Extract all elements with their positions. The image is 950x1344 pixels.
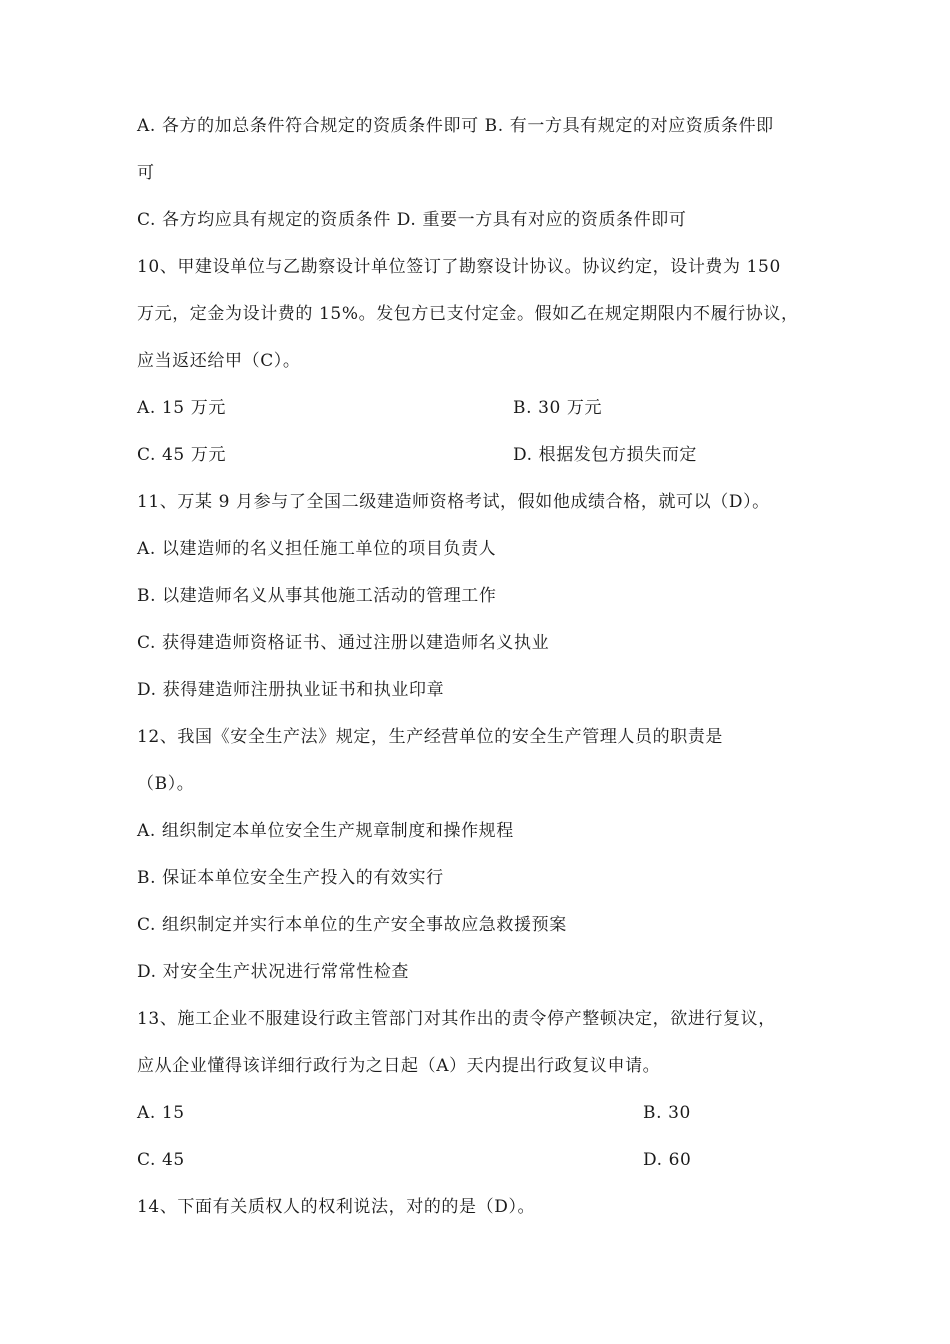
q13-option-a: A. 15 <box>137 1103 185 1123</box>
q12-option-c: C. 组织制定并实行本单位的生产安全事故应急救援预案 <box>137 915 567 935</box>
q10-stem-line2: 万元，定金为设计费的 15%。发包方已支付定金。假如乙在规定期限内不履行协议， <box>137 304 799 324</box>
q13-stem-line2: 应从企业懂得该详细行政行为之日起（A）天内提出行政复议申请。 <box>137 1056 661 1076</box>
q12-option-b: B. 保证本单位安全生产投入的有效实行 <box>137 868 444 888</box>
q11-option-d: D. 获得建造师注册执业证书和执业印章 <box>137 680 445 700</box>
q11-option-b: B. 以建造师名义从事其他施工活动的管理工作 <box>137 586 497 606</box>
q11-option-c: C. 获得建造师资格证书、通过注册以建造师名义执业 <box>137 633 550 653</box>
q14-stem: 14、下面有关质权人的权利说法，对的的是（D）。 <box>137 1197 536 1217</box>
q12-option-d: D. 对安全生产状况进行常常性检查 <box>137 962 410 982</box>
q10-option-c: C. 45 万元 <box>137 445 227 465</box>
q10-option-d: D. 根据发包方损失而定 <box>513 445 698 465</box>
q12-option-a: A. 组织制定本单位安全生产规章制度和操作规程 <box>137 821 514 841</box>
q9-options-ab-line2: 可 <box>137 163 155 183</box>
q13-option-c: C. 45 <box>137 1150 185 1170</box>
q12-stem-line1: 12、我国《安全生产法》规定，生产经营单位的安全生产管理人员的职责是 <box>137 727 724 747</box>
q9-options-cd: C. 各方均应具有规定的资质条件 D. 重要一方具有对应的资质条件即可 <box>137 210 687 230</box>
q12-stem-line2: （B）。 <box>137 774 195 794</box>
q10-stem-line3: 应当返还给甲（C）。 <box>137 351 301 371</box>
q13-option-b: B. 30 <box>643 1103 691 1123</box>
q11-stem: 11、万某 9 月参与了全国二级建造师资格考试，假如他成绩合格，就可以（D）。 <box>137 492 770 512</box>
q13-option-d: D. 60 <box>643 1150 692 1170</box>
q10-stem-line1: 10、甲建设单位与乙勘察设计单位签订了勘察设计协议。协议约定，设计费为 150 <box>137 257 781 277</box>
q13-stem-line1: 13、施工企业不服建设行政主管部门对其作出的责令停产整顿决定，欲进行复议， <box>137 1009 776 1029</box>
q10-option-b: B. 30 万元 <box>513 398 603 418</box>
q9-options-ab-line1: A. 各方的加总条件符合规定的资质条件即可 B. 有一方具有规定的对应资质条件即 <box>137 116 774 136</box>
q10-option-a: A. 15 万元 <box>137 398 226 418</box>
q11-option-a: A. 以建造师的名义担任施工单位的项目负责人 <box>137 539 497 559</box>
